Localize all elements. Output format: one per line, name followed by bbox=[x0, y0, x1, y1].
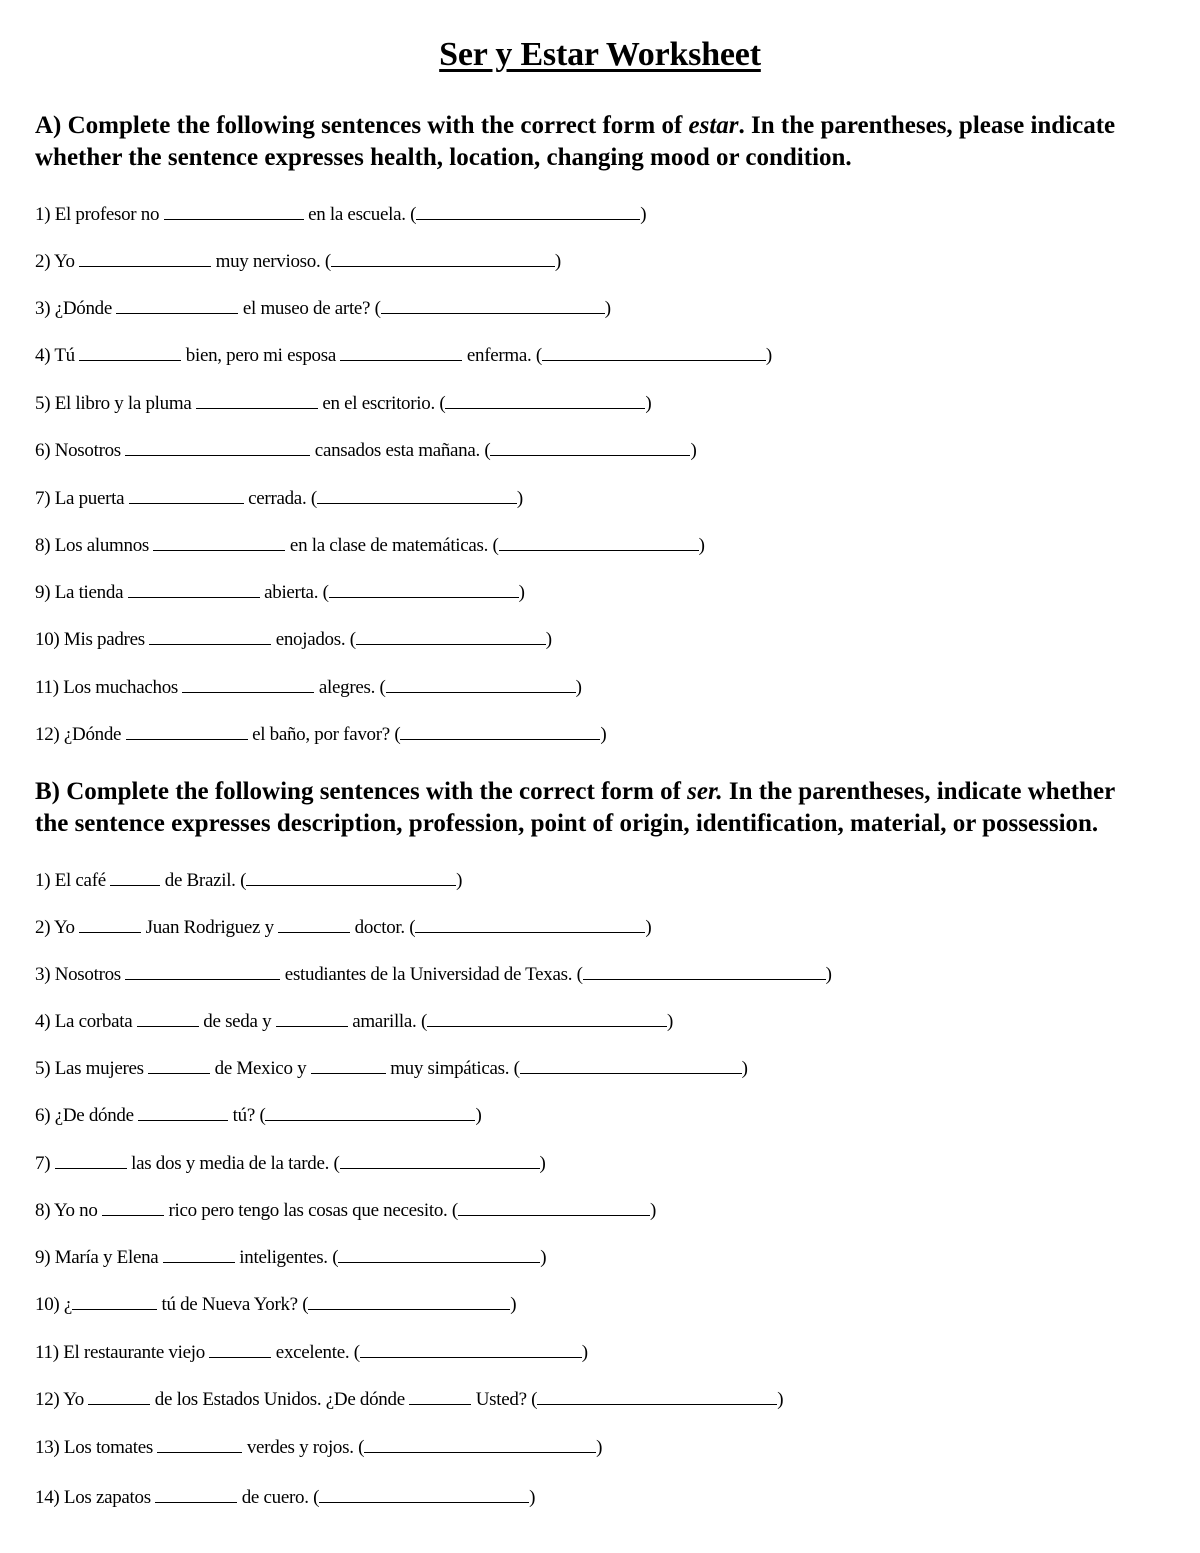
answer-blank[interactable] bbox=[79, 915, 141, 933]
paren-open: ( bbox=[420, 1011, 427, 1032]
sentence-text: Mis padres bbox=[63, 629, 150, 650]
paren-open: ( bbox=[353, 1342, 360, 1363]
item-number: 5) bbox=[35, 393, 55, 414]
category-blank[interactable] bbox=[246, 868, 456, 886]
sectionA-item-4 bbox=[35, 343, 772, 368]
paren-open: ( bbox=[374, 298, 381, 319]
paren-close: ) bbox=[516, 488, 523, 509]
paren-open: ( bbox=[322, 582, 329, 603]
sentence-text: muy simpáticas. bbox=[385, 1058, 514, 1079]
answer-blank[interactable] bbox=[155, 1485, 237, 1503]
sectionB-item-9 bbox=[35, 1245, 546, 1270]
paren-open: ( bbox=[535, 345, 542, 366]
paren-close: ) bbox=[777, 1389, 784, 1410]
answer-blank[interactable] bbox=[311, 1056, 386, 1074]
sentence-text: tú? bbox=[228, 1105, 260, 1126]
sentence-text: de los Estados Unidos. ¿De dónde bbox=[150, 1389, 410, 1410]
sentence-text: Los muchachos bbox=[63, 677, 183, 698]
answer-blank[interactable] bbox=[125, 962, 280, 980]
item-number: 9) bbox=[35, 1247, 55, 1268]
answer-blank[interactable] bbox=[128, 580, 260, 598]
sectionB-item-6 bbox=[35, 1103, 482, 1128]
paren-open: ( bbox=[332, 1247, 339, 1268]
category-blank[interactable] bbox=[542, 343, 766, 361]
category-blank[interactable] bbox=[427, 1009, 667, 1027]
paren-open: ( bbox=[484, 440, 491, 461]
item-number: 7) bbox=[35, 1153, 55, 1174]
item-number: 12) bbox=[35, 1389, 64, 1410]
sentence-text: abierta. bbox=[259, 582, 323, 603]
sentence-text: Las mujeres bbox=[54, 1058, 149, 1079]
answer-blank[interactable] bbox=[153, 533, 285, 551]
paren-close: ) bbox=[649, 1200, 656, 1221]
sentence-text: de cuero. bbox=[237, 1487, 314, 1508]
paren-close: ) bbox=[554, 251, 561, 272]
paren-close: ) bbox=[765, 345, 772, 366]
paren-open: ( bbox=[302, 1294, 309, 1315]
paren-close: ) bbox=[690, 440, 697, 461]
category-blank[interactable] bbox=[319, 1485, 529, 1503]
answer-blank[interactable] bbox=[116, 296, 238, 314]
sentence-text: en la escuela. bbox=[303, 204, 411, 225]
sentence-text: inteligentes. bbox=[234, 1247, 333, 1268]
paren-open: ( bbox=[531, 1389, 538, 1410]
paren-close: ) bbox=[475, 1105, 482, 1126]
paren-close: ) bbox=[518, 582, 525, 603]
section-b-verb: ser. bbox=[687, 778, 723, 805]
paren-close: ) bbox=[600, 724, 607, 745]
sentence-text: cansados esta mañana. bbox=[310, 440, 485, 461]
sentence-text: las dos y media de la tarde. bbox=[126, 1153, 334, 1174]
answer-blank[interactable] bbox=[278, 915, 350, 933]
section-a-prefix: A) Complete the following sentences with the correct form of bbox=[35, 112, 689, 139]
answer-blank[interactable] bbox=[79, 249, 211, 267]
sentence-text: enferma. bbox=[462, 345, 536, 366]
sentence-text: ¿ bbox=[63, 1294, 73, 1315]
sentence-text: La puerta bbox=[54, 488, 129, 509]
category-blank[interactable] bbox=[537, 1387, 777, 1405]
answer-blank[interactable] bbox=[72, 1292, 157, 1310]
item-number: 10) bbox=[35, 629, 64, 650]
sectionB-item-13 bbox=[35, 1435, 602, 1460]
sectionB-item-14 bbox=[35, 1485, 535, 1510]
sentence-text: Nosotros bbox=[54, 964, 126, 985]
section-a-suffix: . In the parentheses, please indicate whether the sentence expresses health, location, changing mood or condition. bbox=[35, 112, 1116, 171]
page-title: Ser y Estar Worksheet bbox=[439, 36, 761, 73]
sentence-text: Usted? bbox=[471, 1389, 532, 1410]
sentence-text: tú de Nueva York? bbox=[157, 1294, 303, 1315]
answer-blank[interactable] bbox=[163, 1245, 235, 1263]
sentence-text: verdes y rojos. bbox=[242, 1437, 359, 1458]
sectionA-item-2 bbox=[35, 249, 561, 274]
item-number: 11) bbox=[35, 677, 64, 698]
answer-blank[interactable] bbox=[102, 1198, 164, 1216]
paren-close: ) bbox=[596, 1437, 603, 1458]
paren-open: ( bbox=[358, 1437, 365, 1458]
sentence-text: Tú bbox=[54, 345, 80, 366]
paren-close: ) bbox=[645, 393, 652, 414]
sentence-text: Nosotros bbox=[54, 440, 126, 461]
answer-blank[interactable] bbox=[196, 391, 318, 409]
sentence-text: el museo de arte? bbox=[238, 298, 375, 319]
sentence-text: La tienda bbox=[54, 582, 128, 603]
sentence-text: Yo bbox=[63, 1389, 89, 1410]
answer-blank[interactable] bbox=[138, 1103, 228, 1121]
category-blank[interactable] bbox=[364, 1435, 596, 1453]
answer-blank[interactable] bbox=[125, 438, 310, 456]
category-blank[interactable] bbox=[338, 1245, 540, 1263]
sectionB-item-10 bbox=[35, 1292, 516, 1317]
section-b-prefix: B) Complete the following sentences with the correct form of bbox=[35, 778, 688, 805]
paren-open: ( bbox=[240, 870, 247, 891]
sentence-text: el baño, por favor? bbox=[247, 724, 395, 745]
category-blank[interactable] bbox=[490, 438, 690, 456]
sentence-text: El restaurante viejo bbox=[63, 1342, 210, 1363]
sentence-text: El profesor no bbox=[54, 204, 164, 225]
answer-blank[interactable] bbox=[149, 627, 271, 645]
category-blank[interactable] bbox=[416, 202, 640, 220]
sentence-text: ¿Dónde bbox=[63, 724, 126, 745]
sentence-text: bien, pero mi esposa bbox=[181, 345, 341, 366]
sentence-text: alegres. bbox=[314, 677, 380, 698]
item-number: 9) bbox=[35, 582, 55, 603]
paren-open: ( bbox=[259, 1105, 266, 1126]
sentence-text: rico pero tengo las cosas que necesito. bbox=[164, 1200, 452, 1221]
paren-open: ( bbox=[394, 724, 401, 745]
answer-blank[interactable] bbox=[55, 1151, 127, 1169]
paren-close: ) bbox=[545, 629, 552, 650]
sentence-text: amarilla. bbox=[347, 1011, 421, 1032]
category-blank[interactable] bbox=[331, 249, 555, 267]
item-number: 1) bbox=[35, 204, 55, 225]
paren-close: ) bbox=[575, 677, 582, 698]
sentence-text: excelente. bbox=[271, 1342, 354, 1363]
paren-close: ) bbox=[529, 1487, 536, 1508]
category-blank[interactable] bbox=[400, 722, 600, 740]
answer-blank[interactable] bbox=[129, 486, 244, 504]
sentence-text: enojados. bbox=[271, 629, 350, 650]
paren-close: ) bbox=[698, 535, 705, 556]
item-number: 12) bbox=[35, 724, 64, 745]
paren-open: ( bbox=[451, 1200, 458, 1221]
answer-blank[interactable] bbox=[164, 202, 304, 220]
item-number: 11) bbox=[35, 1342, 64, 1363]
item-number: 10) bbox=[35, 1294, 64, 1315]
paren-close: ) bbox=[539, 1153, 546, 1174]
sectionA-item-5 bbox=[35, 391, 651, 416]
paren-close: ) bbox=[540, 1247, 547, 1268]
category-blank[interactable] bbox=[340, 1151, 540, 1169]
sentence-text: doctor. bbox=[350, 917, 410, 938]
paren-open: ( bbox=[379, 677, 386, 698]
item-number: 6) bbox=[35, 440, 55, 461]
sentence-text: Yo bbox=[53, 917, 80, 938]
sentence-text: cerrada. bbox=[243, 488, 311, 509]
sectionA-item-12 bbox=[35, 722, 606, 747]
sentence-text: La corbata bbox=[54, 1011, 137, 1032]
sentence-text: María y Elena bbox=[54, 1247, 163, 1268]
item-number: 3) bbox=[35, 298, 55, 319]
sentence-text: de Mexico y bbox=[210, 1058, 311, 1079]
sectionA-item-11 bbox=[35, 675, 582, 700]
section-a-verb: estar bbox=[688, 112, 739, 139]
sentence-text: Los alumnos bbox=[54, 535, 154, 556]
category-blank[interactable] bbox=[520, 1056, 742, 1074]
sectionB-item-5 bbox=[35, 1056, 748, 1081]
sentence-text: El café bbox=[54, 870, 111, 891]
answer-blank[interactable] bbox=[137, 1009, 199, 1027]
sentence-text: Juan Rodriguez y bbox=[141, 917, 279, 938]
category-blank[interactable] bbox=[265, 1103, 475, 1121]
item-number: 8) bbox=[35, 1200, 54, 1221]
sentence-text: en la clase de matemáticas. bbox=[285, 535, 493, 556]
category-blank[interactable] bbox=[308, 1292, 510, 1310]
sentence-text: de seda y bbox=[198, 1011, 276, 1032]
sentence-text: en el escritorio. bbox=[317, 393, 440, 414]
item-number: 3) bbox=[35, 964, 55, 985]
item-number: 2) bbox=[35, 917, 54, 938]
paren-open: ( bbox=[313, 1487, 320, 1508]
category-blank[interactable] bbox=[360, 1340, 582, 1358]
paren-open: ( bbox=[492, 535, 499, 556]
answer-blank[interactable] bbox=[340, 343, 462, 361]
category-blank[interactable] bbox=[458, 1198, 650, 1216]
item-number: 13) bbox=[35, 1437, 64, 1458]
sentence-text: de Brazil. bbox=[160, 870, 241, 891]
paren-open: ( bbox=[324, 251, 331, 272]
item-number: 2) bbox=[35, 251, 54, 272]
sentence-text: Los tomates bbox=[63, 1437, 158, 1458]
sectionA-item-1 bbox=[35, 202, 646, 227]
answer-blank[interactable] bbox=[157, 1435, 242, 1453]
answer-blank[interactable] bbox=[88, 1387, 150, 1405]
section-b-suffix: In the parentheses, indicate whether the sentence expresses description, profession, point of origin, identification, material, or possession. bbox=[35, 778, 1115, 837]
category-blank[interactable] bbox=[445, 391, 645, 409]
paren-close: ) bbox=[645, 917, 652, 938]
sectionB-item-1 bbox=[35, 868, 462, 893]
paren-close: ) bbox=[666, 1011, 674, 1032]
sentence-text: estudiantes de la Universidad de Texas. bbox=[280, 964, 577, 985]
paren-open: ( bbox=[439, 393, 446, 414]
paren-close: ) bbox=[456, 870, 463, 891]
item-number: 5) bbox=[35, 1058, 55, 1079]
paren-open: ( bbox=[310, 488, 317, 509]
sentence-text: Los zapatos bbox=[63, 1487, 156, 1508]
paren-close: ) bbox=[581, 1342, 588, 1363]
sentence-text: Yo bbox=[53, 251, 80, 272]
answer-blank[interactable] bbox=[182, 675, 314, 693]
sectionA-item-10 bbox=[35, 627, 552, 652]
sectionB-item-2 bbox=[35, 915, 651, 940]
answer-blank[interactable] bbox=[209, 1340, 271, 1358]
sectionB-item-12 bbox=[35, 1387, 783, 1412]
item-number: 7) bbox=[35, 488, 55, 509]
item-number: 4) bbox=[35, 1011, 55, 1032]
paren-close: ) bbox=[510, 1294, 517, 1315]
sectionB-item-7 bbox=[35, 1151, 546, 1176]
sentence-text: Yo no bbox=[53, 1200, 103, 1221]
paren-open: ( bbox=[576, 964, 583, 985]
paren-open: ( bbox=[409, 917, 416, 938]
item-number: 4) bbox=[35, 345, 55, 366]
sectionB-item-8 bbox=[35, 1198, 656, 1223]
sectionB-item-11 bbox=[35, 1340, 588, 1365]
sentence-text: ¿Dónde bbox=[54, 298, 117, 319]
paren-open: ( bbox=[333, 1153, 340, 1174]
sectionA-item-3 bbox=[35, 296, 611, 321]
sectionB-item-4 bbox=[35, 1009, 673, 1034]
category-blank[interactable] bbox=[499, 533, 699, 551]
category-blank[interactable] bbox=[415, 915, 645, 933]
paren-close: ) bbox=[640, 204, 647, 225]
sectionA-item-9 bbox=[35, 580, 525, 605]
paren-close: ) bbox=[825, 964, 832, 985]
sentence-text: muy nervioso. bbox=[211, 251, 325, 272]
section-a-instructions bbox=[35, 110, 1135, 173]
item-number: 8) bbox=[35, 535, 55, 556]
sentence-text: ¿De dónde bbox=[54, 1105, 139, 1126]
paren-open: ( bbox=[513, 1058, 520, 1079]
category-blank[interactable] bbox=[317, 486, 517, 504]
category-blank[interactable] bbox=[356, 627, 546, 645]
answer-blank[interactable] bbox=[276, 1009, 348, 1027]
sectionA-item-8 bbox=[35, 533, 705, 558]
answer-blank[interactable] bbox=[79, 343, 181, 361]
category-blank[interactable] bbox=[583, 962, 826, 980]
paren-open: ( bbox=[349, 629, 356, 650]
section-b-instructions bbox=[35, 776, 1135, 839]
answer-blank[interactable] bbox=[110, 868, 160, 886]
paren-open: ( bbox=[410, 204, 417, 225]
item-number: 6) bbox=[35, 1105, 55, 1126]
answer-blank[interactable] bbox=[126, 722, 248, 740]
sectionA-item-7 bbox=[35, 486, 523, 511]
paren-close: ) bbox=[604, 298, 611, 319]
category-blank[interactable] bbox=[381, 296, 605, 314]
paren-close: ) bbox=[741, 1058, 748, 1079]
sectionB-item-3 bbox=[35, 962, 832, 987]
item-number: 1) bbox=[35, 870, 55, 891]
answer-blank[interactable] bbox=[409, 1387, 471, 1405]
category-blank[interactable] bbox=[386, 675, 576, 693]
item-number: 14) bbox=[35, 1487, 64, 1508]
category-blank[interactable] bbox=[329, 580, 519, 598]
sentence-text: El libro y la pluma bbox=[54, 393, 196, 414]
sectionA-item-6 bbox=[35, 438, 696, 463]
answer-blank[interactable] bbox=[148, 1056, 210, 1074]
